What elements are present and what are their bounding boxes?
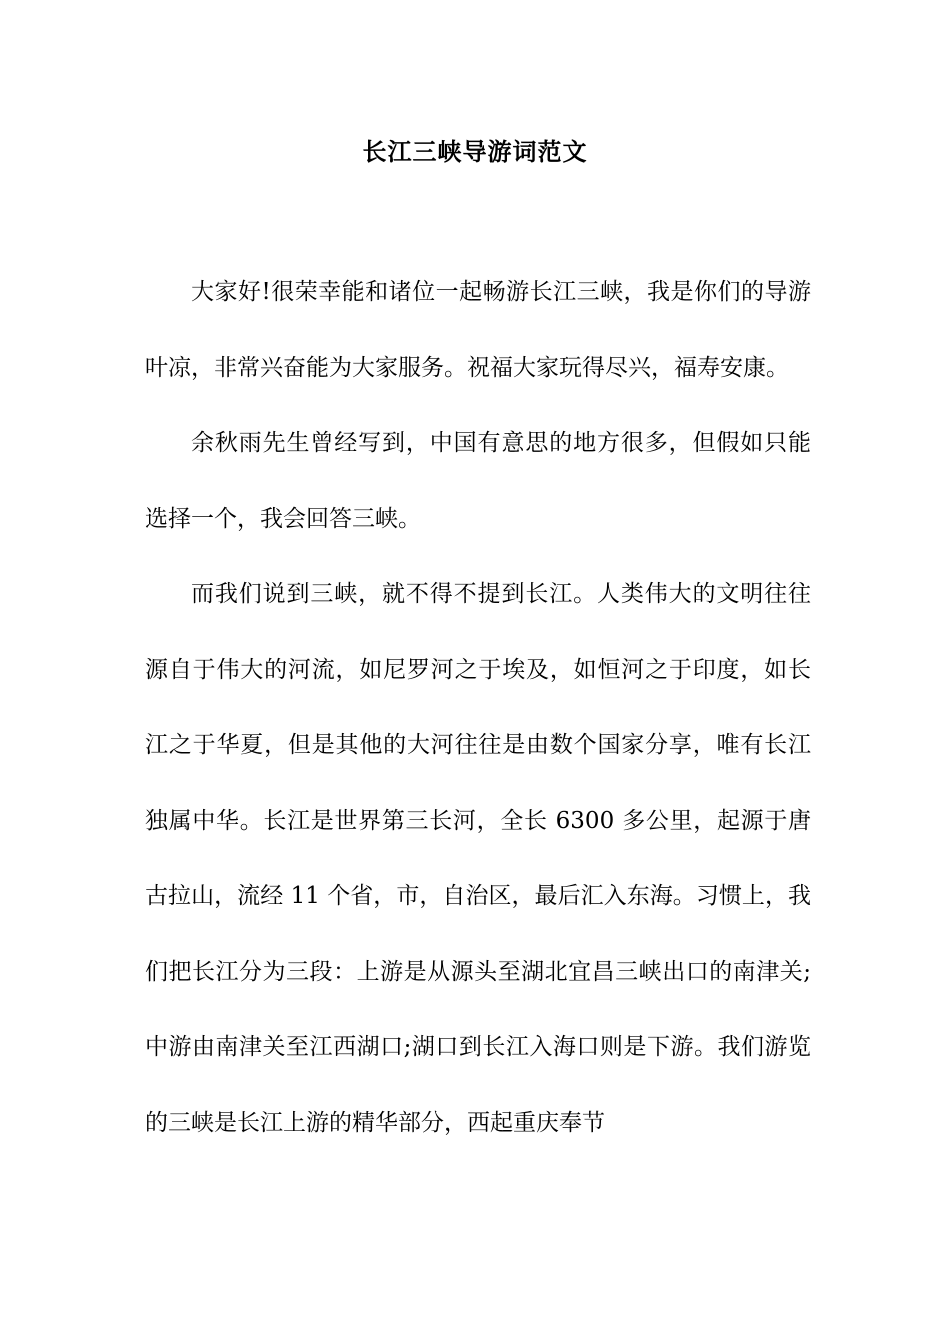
paragraph-yangtze: 而我们说到三峡，就不得不提到长江。人类伟大的文明往往源自于伟大的河流，如尼罗河之于埃及，如恒河之于印度，如长江之于华夏，但是其他的大河往往是由数个国家分享，唯有长江独属中华。长江是世界第三长河，全长 6300 多公里，起源于唐古拉山，流经 11 个省，市，自治区，最后汇入东海。习惯上，我们把长江分为三段：上游是从源头至湖北宜昌三峡出口的南津关;中游由南津关至江西湖口;湖口到长江入海口则是下游。我们游览的三峡是长江上游的精华部分，西起重庆奉节 (145, 581, 811, 1136)
paragraph-greeting: 大家好!很荣幸能和诸位一起畅游长江三峡，我是你们的导游叶凉，非常兴奋能为大家服务。祝福大家玩得尽兴，福寿安康。 (145, 279, 811, 381)
document-title: 长江三峡导游词范文 (362, 137, 588, 166)
paragraph-quote: 余秋雨先生曾经写到，中国有意思的地方很多，但假如只能选择一个，我会回答三峡。 (145, 430, 811, 532)
document-body (145, 255, 811, 1161)
